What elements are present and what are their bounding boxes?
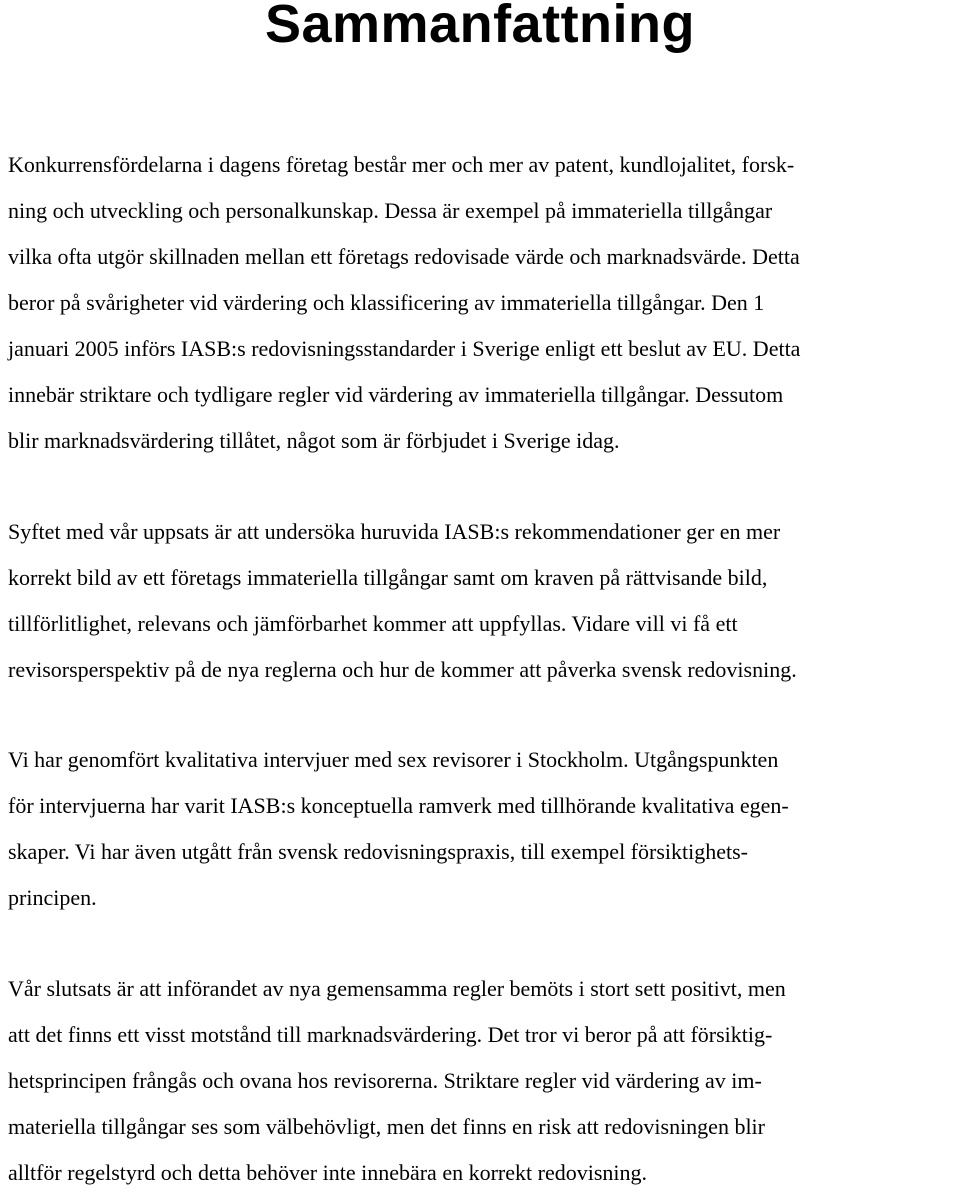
- text-line: beror på svårigheter vid värdering och klassificering av immateriella tillgångar. Den 1: [8, 290, 765, 315]
- text-line: blir marknadsvärdering tillåtet, något som är förbjudet i Sverige idag.: [8, 428, 620, 453]
- text-line: Vår slutsats är att införandet av nya gemensamma regler bemöts i stort sett positivt, men: [8, 976, 786, 1001]
- text-line: Syftet med vår uppsats är att undersöka huruvida IASB:s rekommendationer ger en mer: [8, 519, 781, 544]
- text-line: innebär striktare och tydligare regler vid värdering av immateriella tillgångar. Dessutom: [8, 382, 784, 407]
- text-line: tillförlitlighet, relevans och jämförbarhet kommer att uppfyllas. Vidare vill vi få ett: [8, 611, 738, 636]
- text-line: alltför regelstyrd och detta behöver inte innebära en korrekt redovisning.: [8, 1160, 647, 1185]
- text-line: principen.: [8, 885, 97, 910]
- text-line: korrekt bild av ett företags immateriella tillgångar samt om kraven på rättvisande bild,: [8, 565, 768, 590]
- text-line: hetsprincipen frångås och ovana hos revisorerna. Striktare regler vid värdering av im-: [8, 1068, 762, 1093]
- text-line: att det finns ett visst motstånd till marknadsvärdering. Det tror vi beror på att försiktig-: [8, 1022, 773, 1047]
- paragraph-conclusion: [8, 966, 958, 1196]
- paragraph-background: [8, 142, 958, 464]
- text-line: ning och utveckling och personalkunskap. Dessa är exempel på immateriella tillgångar: [8, 198, 773, 223]
- text-line: Konkurrensfördelarna i dagens företag består mer och mer av patent, kundlojalitet, forsk-: [8, 152, 795, 177]
- page-title: Sammanfattning: [264, 0, 696, 54]
- paragraph-method: [8, 737, 958, 921]
- text-line: skaper. Vi har även utgått från svensk redovisningspraxis, till exempel försiktighets-: [8, 839, 748, 864]
- paragraph-purpose: [8, 509, 958, 693]
- text-line: januari 2005 införs IASB:s redovisningsstandarder i Sverige enligt ett beslut av EU. Detta: [8, 336, 801, 361]
- text-line: revisorsperspektiv på de nya reglerna och hur de kommer att påverka svensk redovisning.: [8, 657, 797, 682]
- text-line: för intervjuerna har varit IASB:s konceptuella ramverk med tillhörande kvalitativa egen-: [8, 793, 789, 818]
- text-line: vilka ofta utgör skillnaden mellan ett företags redovisade värde och marknadsvärde. Detta: [8, 244, 800, 269]
- text-line: Vi har genomfört kvalitativa intervjuer med sex revisorer i Stockholm. Utgångspunkten: [8, 747, 779, 772]
- text-line: materiella tillgångar ses som välbehövligt, men det finns en risk att redovisningen blir: [8, 1114, 765, 1139]
